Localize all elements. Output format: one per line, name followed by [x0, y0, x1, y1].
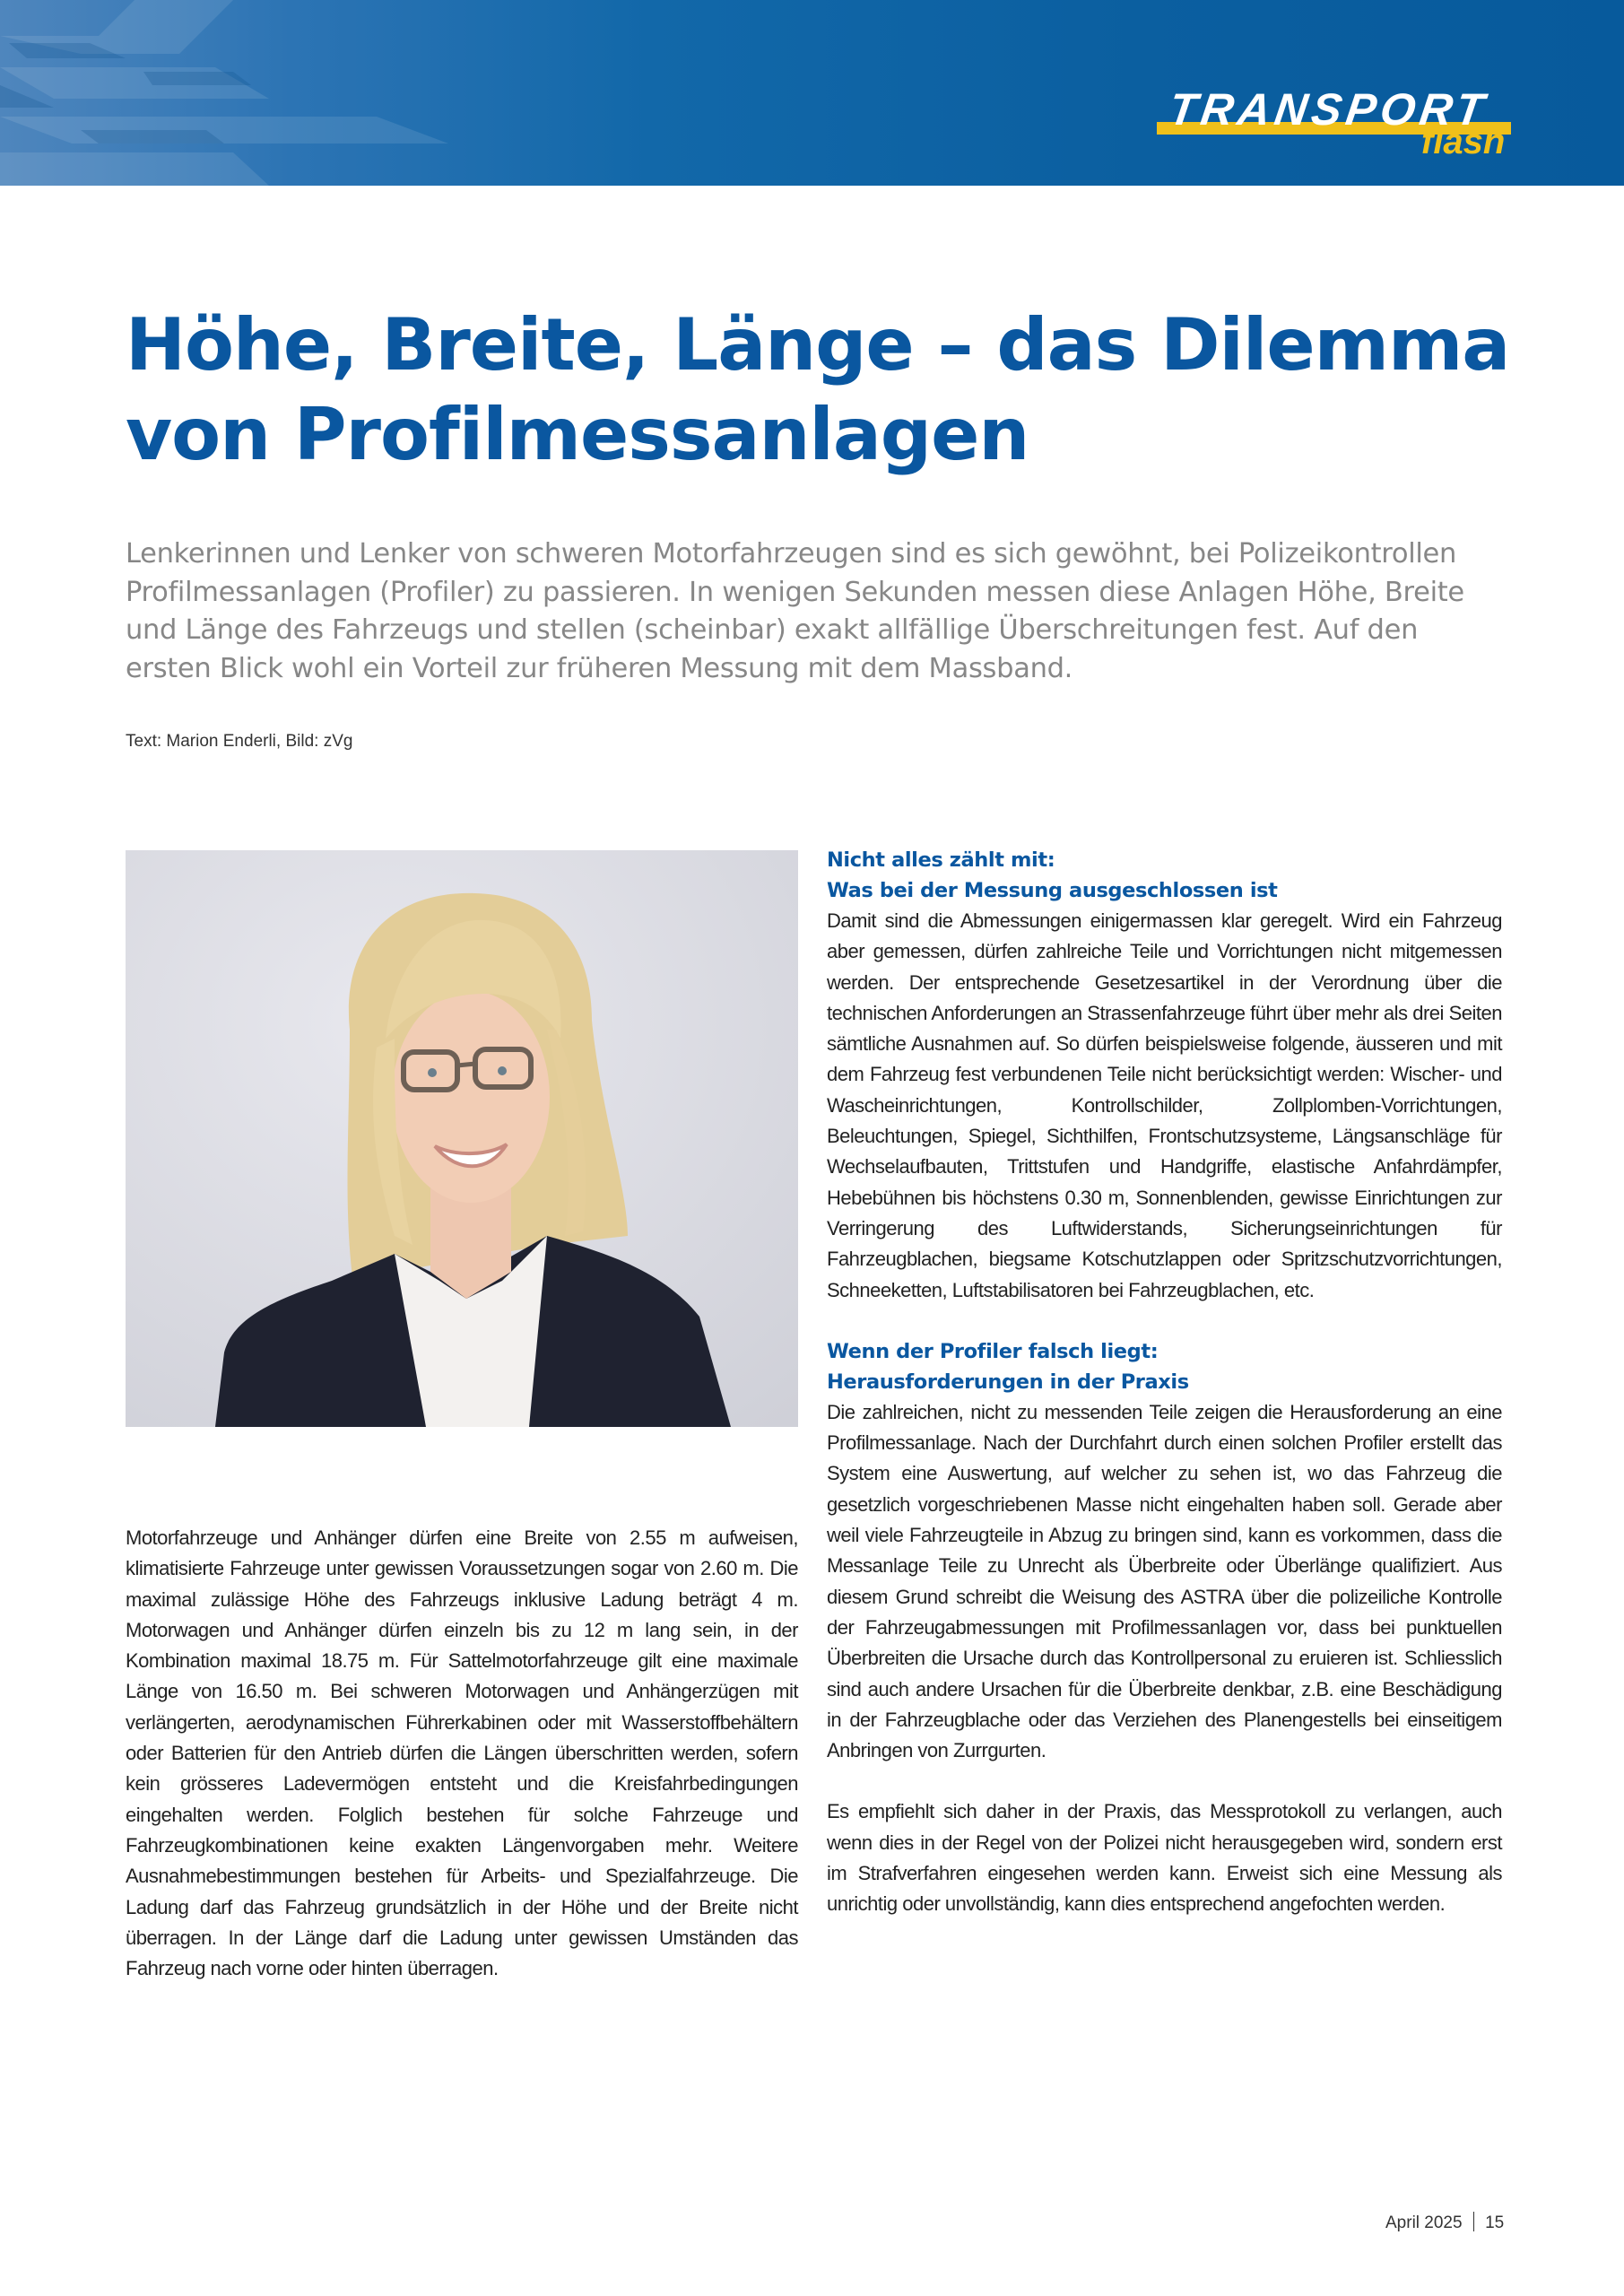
right-column [827, 845, 1502, 1920]
left-column [126, 1523, 798, 1984]
byline: Text: Marion Enderli, Bild: zVg [126, 732, 353, 751]
paragraph: Motorfahrzeuge und Anhänger dürfen eine Breite von 2.55 m aufweisen, klimatisierte Fahrzeuge unter gewissen Voraussetzungen sogar von 2.60 m. Die maximal zulässige Höhe des Fahrzeugs inklusive Ladung beträgt 4 m. Motorwagen und Anhänger dürfen einzeln bis zu 12 m lang sein, in der Kombination maximal 18.75 m. Für Sattelmotorfahrzeuge gilt eine maximale Länge von 16.50 m. Bei schweren Motorwagen und Anhängerzügen mit verlängerten, aerodynamischen Führerkabinen oder mit Wasserstoffbehältern oder Batterien für den Antrieb dürfen die Längen überschritten werden, sofern kein grösseres Ladevermögen entsteht und die Kreisfahrbedingungen eingehalten werden. Folglich bestehen für solche Fahrzeuge und Fahrzeugkombinationen keine exakten Längenvorgaben mehr. Weitere Ausnahmebestimmungen bestehen für Arbeits- und Spezialfahrzeuge. Die Ladung darf das Fahrzeug grundsätzlich in der Höhe und der Breite nicht überragen. In der Länge darf die Ladung unter gewissen Umständen das Fahrzeug nach vorne oder hinten überragen. [126, 1526, 798, 1980]
paragraph: Damit sind die Abmessungen einigermassen klar geregelt. Wird ein Fahrzeug aber gemessen, dürfen zahlreiche Teile und Vorrichtungen nicht mitgemessen werden. Der entsprechende Gesetzesartikel in der Verordnung über die technischen Anforderungen an Strassenfahrzeuge führt über mehr als drei Seiten sämtliche Ausnahmen auf. So dürfen beispielsweise folgende, äusseren und mit dem Fahrzeug fest verbundenen Teile nicht berücksichtigt werden: Wischer- und Wascheinrichtungen, Kontrollschilder, Zollplomben-Vorrichtungen, Beleuchtungen, Spiegel, Sichthilfen, Frontschutzsysteme, Längsanschläge für Wechselaufbauten, Trittstufen und Handgriffe, elastische Anfahrdämpfer, Hebebühnen bis höchstens 0.30 m, Sonnenblenden, gewisse Einrichtungen zur Verringerung des Luftwiderstands, Sicherungseinrichtungen für Fahrzeugblachen, biegsame Kotschutzlappen oder Spritzschutzvorrichtungen, Schneeketten, Luftstabilisatoren bei Fahrzeugblachen, etc. [827, 909, 1502, 1301]
article-title: Höhe, Breite, Länge – das Dilemma von Profilmessanlagen [126, 303, 1510, 476]
section-heading [827, 1336, 1502, 1397]
footer-divider [1473, 2212, 1475, 2231]
section-heading-line: Nicht alles zählt mit: [827, 848, 1055, 872]
issue-date: April 2025 [1385, 2213, 1463, 2232]
section-heading [827, 845, 1502, 906]
header-banner [0, 0, 1624, 186]
section-heading-line: Wenn der Profiler falsch liegt: [827, 1339, 1159, 1363]
paragraph: Es empfiehlt sich daher in der Praxis, das Messprotokoll zu verlangen, auch wenn dies in der Regel von der Polizei nicht herausgegeben wird, sondern erst im Strafverfahren eingesehen werden kann. Erweist sich eine Messung als unrichtig oder unvollständig, kann dies entsprechend angefochten werden. [827, 1800, 1502, 1916]
logo-sub: flash [1421, 122, 1506, 161]
logo-word: TRANSPORT [1166, 84, 1492, 135]
transport-flash-logo [1157, 83, 1515, 168]
portrait-photo [126, 850, 798, 1427]
portrait-illustration [126, 850, 798, 1427]
section-heading-line: Herausforderungen in der Praxis [827, 1370, 1189, 1394]
page-number: 15 [1485, 2213, 1505, 2232]
section-heading-line: Was bei der Messung ausgeschlossen ist [827, 879, 1278, 902]
article-lead: Lenkerinnen und Lenker von schweren Motorfahrzeugen sind es sich gewöhnt, bei Polizeikontrollen Profilmessanlagen (Profiler) zu passieren. In wenigen Sekunden messen diese Anlagen Höhe, Breite und Länge des Fahrzeugs und stellen (scheinbar) exakt allfällige Überschreitungen fest. Auf den ersten Blick wohl ein Vorteil zur früheren Messung mit dem Massband. [126, 538, 1464, 684]
page-footer [1385, 2212, 1504, 2233]
paragraph: Die zahlreichen, nicht zu messenden Teile zeigen die Herausforderung an eine Profilmessanlage. Nach der Durchfahrt durch einen solchen Profiler erstellt das System eine Auswertung, auf welcher zu sehen ist, wo das Fahrzeug die gesetzlich vorgeschriebenen Masse nicht eingehalten haben soll. Gerade aber weil viele Fahrzeugteile in Abzug zu bringen sind, kann es vorkommen, dass die Messanlage Teile zu Unrecht als Überbreite oder Überlänge qualifiziert. Aus diesem Grund schreibt die Weisung des ASTRA über die polizeiliche Kontrolle der Fahrzeugabmessungen mit Profilmessanlagen vor, dass bei punktuellen Überbreiten die Ursache durch das Kontrollpersonal zu eruieren ist. Schliesslich sind auch andere Ursachen für die Überbreite denkbar, z.B. eine Beschädigung in der Fahrzeugblache oder das Verziehen des Planengestells bei einseitigem Anbringen von Zurrgurten. [827, 1400, 1502, 1762]
